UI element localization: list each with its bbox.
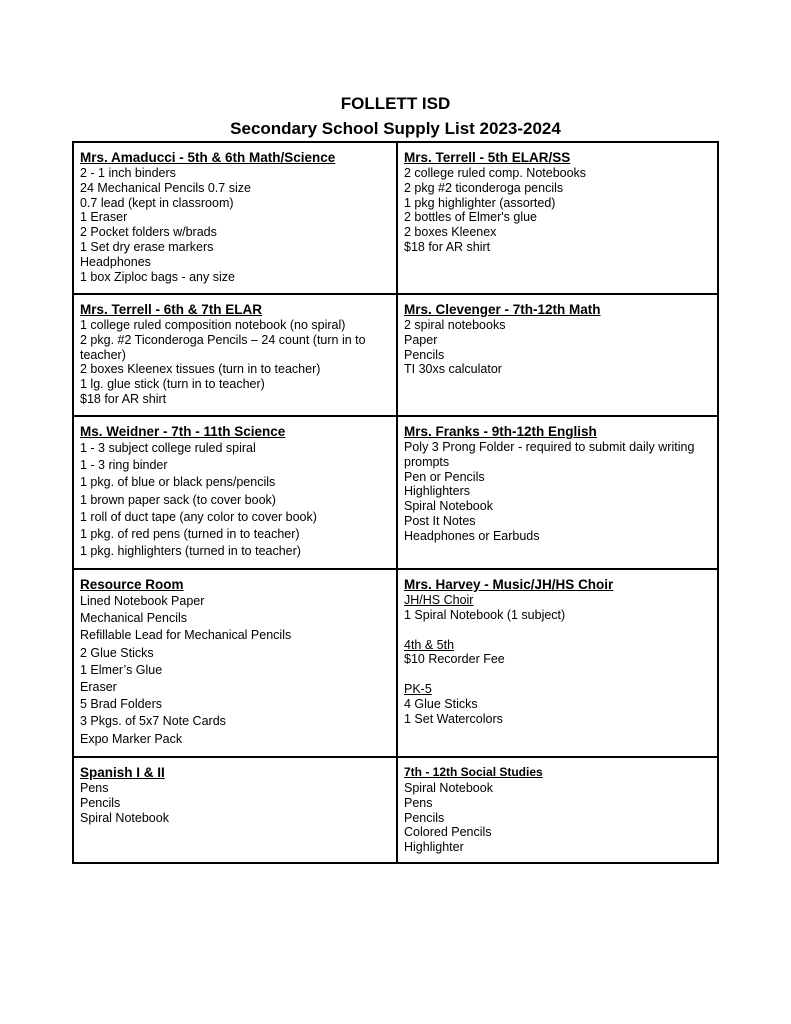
- list-item: $18 for AR shirt: [80, 391, 167, 406]
- list-item: 3 Pkgs. of 5x7 Note Cards: [80, 714, 226, 729]
- item-list: [404, 166, 711, 255]
- list-item: Pencils: [404, 347, 445, 362]
- list-item: Expo Marker Pack: [80, 731, 183, 746]
- cell-resource-room: [73, 569, 397, 757]
- list-item: Spiral Notebook: [404, 499, 493, 514]
- list-item: Pens: [404, 795, 433, 810]
- list-item: TI 30xs calculator: [404, 362, 502, 377]
- list-item: Lined Notebook Paper: [80, 594, 205, 608]
- cell-franks: [397, 416, 718, 569]
- list-item: 1 - 3 ring binder: [80, 458, 168, 473]
- list-item: Highlighter: [404, 840, 464, 855]
- group-label: 4th & 5th: [404, 637, 455, 652]
- list-item: Pens: [80, 781, 109, 795]
- list-item: 1 box Ziploc bags - any size: [80, 269, 235, 284]
- list-item: 2 college ruled comp. Notebooks: [404, 166, 587, 180]
- list-item: Pen or Pencils: [404, 469, 485, 484]
- list-item: 1 Spiral Notebook (1 subject): [404, 607, 566, 622]
- list-item: $10 Recorder Fee: [404, 652, 505, 667]
- item-list: [404, 440, 711, 544]
- item-list: [404, 318, 711, 377]
- cell-heading: Mrs. Harvey - Music/JH/HS Choir: [404, 577, 614, 592]
- list-item: 1 roll of duct tape (any color to cover book): [80, 509, 317, 524]
- item-list: [80, 166, 390, 284]
- list-item: 2 - 1 inch binders: [80, 166, 176, 180]
- page-title: FOLLETT ISD: [340, 94, 451, 113]
- list-item: Pencils: [80, 795, 121, 810]
- list-item: 5 Brad Folders: [80, 697, 162, 712]
- list-item: Colored Pencils: [404, 825, 492, 840]
- list-item: Headphones: [80, 254, 151, 269]
- cell-terrell-5th: [397, 142, 718, 294]
- list-item: 2 bottles of Elmer's glue: [404, 210, 538, 225]
- list-item: 1 college ruled composition notebook (no spiral): [80, 318, 346, 332]
- cell-social-studies: [397, 757, 718, 863]
- list-item: 1 Elmer’s Glue: [80, 662, 163, 677]
- list-item: 2 pkg #2 ticonderoga pencils: [404, 180, 564, 195]
- cell-harvey: [397, 569, 718, 757]
- list-item: 1 - 3 subject college ruled spiral: [80, 441, 256, 455]
- cell-heading: Mrs. Clevenger - 7th-12th Math: [404, 302, 601, 317]
- cell-heading: Mrs. Franks - 9th-12th English: [404, 424, 597, 439]
- list-item: Poly 3 Prong Folder - required to submit daily writing prompts: [404, 440, 695, 469]
- cell-heading: Mrs. Amaducci - 5th & 6th Math/Science: [80, 150, 336, 165]
- group-label: PK-5: [404, 682, 432, 697]
- item-list: [404, 781, 711, 855]
- cell-spanish: [73, 757, 397, 863]
- cell-heading: Spanish I & II: [80, 765, 165, 780]
- cell-heading: Resource Room: [80, 577, 184, 592]
- list-item: Eraser: [80, 680, 117, 695]
- list-item: 1 pkg. of blue or black pens/pencils: [80, 475, 276, 490]
- list-item: 1 Set Watercolors: [404, 711, 503, 726]
- list-item: Mechanical Pencils: [80, 611, 187, 626]
- list-item: 2 boxes Kleenex tissues (turn in to teacher): [80, 362, 321, 377]
- item-list: [80, 781, 390, 825]
- list-item: 2 pkg. #2 Ticonderoga Pencils – 24 count (turn in to teacher): [80, 332, 366, 362]
- list-item: 1 lg. glue stick (turn in to teacher): [80, 377, 265, 392]
- list-item: Pencils: [404, 810, 445, 825]
- cell-weidner: [73, 416, 397, 569]
- group-label: JH/HS Choir: [404, 593, 474, 607]
- cell-amaducci: [73, 142, 397, 294]
- item-list: [80, 318, 390, 407]
- list-item: Spiral Notebook: [80, 810, 169, 825]
- cell-clevenger: [397, 294, 718, 416]
- cell-heading: 7th - 12th Social Studies: [404, 765, 543, 779]
- list-item: 24 Mechanical Pencils 0.7 size: [80, 180, 251, 195]
- cell-heading: Mrs. Terrell - 5th ELAR/SS: [404, 150, 571, 165]
- list-item: Post It Notes: [404, 513, 476, 528]
- list-item: Paper: [404, 332, 438, 347]
- item-list: [80, 593, 390, 748]
- item-list: [80, 440, 390, 560]
- list-item: 2 spiral notebooks: [404, 318, 506, 332]
- list-item: 2 Pocket folders w/brads: [80, 225, 217, 240]
- list-item: 0.7 lead (kept in classroom): [80, 195, 234, 210]
- list-item: 2 boxes Kleenex: [404, 225, 497, 240]
- list-item: 1 pkg. highlighters (turned in to teacher): [80, 544, 301, 559]
- list-item: 4 Glue Sticks: [404, 696, 478, 711]
- list-item: Headphones or Earbuds: [404, 528, 540, 543]
- list-item: Highlighters: [404, 484, 471, 499]
- list-item: 1 brown paper sack (to cover book): [80, 492, 276, 507]
- list-item: 2 Glue Sticks: [80, 645, 154, 660]
- list-item: 1 Eraser: [80, 210, 128, 225]
- list-item: 1 pkg. of red pens (turned in to teacher): [80, 527, 300, 542]
- cell-heading: Ms. Weidner - 7th - 11th Science: [80, 424, 286, 439]
- list-item: Refillable Lead for Mechanical Pencils: [80, 628, 292, 643]
- page-subtitle: Secondary School Supply List 2023-2024: [230, 119, 561, 138]
- list-item: Spiral Notebook: [404, 781, 493, 795]
- cell-terrell-6th-7th: [73, 294, 397, 416]
- cell-heading: Mrs. Terrell - 6th & 7th ELAR: [80, 302, 263, 317]
- list-item: 1 pkg highlighter (assorted): [404, 195, 556, 210]
- list-item: $18 for AR shirt: [404, 239, 491, 254]
- list-item: 1 Set dry erase markers: [80, 239, 214, 254]
- supply-table: [72, 141, 719, 864]
